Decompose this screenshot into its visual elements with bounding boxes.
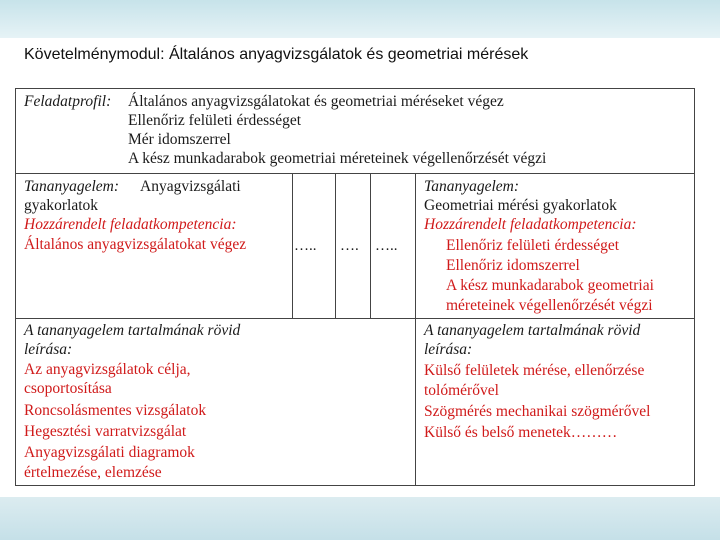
left-element-name-2: gyakorlatok [24, 197, 99, 214]
table-divider-profile [15, 173, 695, 174]
table-divider-col3 [370, 173, 371, 318]
right-competence-2: Ellenőriz idomszerrel [446, 257, 580, 274]
left-desc-label-2: leírása: [24, 341, 73, 358]
left-desc-label-1: A tananyagelem tartalmának rövid [24, 322, 241, 339]
right-element-name: Geometriai mérési gyakorlatok [424, 197, 617, 214]
table-divider-description [15, 318, 695, 319]
left-desc-item-6: értelmezése, elemzése [24, 464, 162, 481]
table-divider-desc [415, 318, 416, 486]
placeholder-dots-3: ….. [375, 238, 398, 254]
left-element-label: Tananyagelem: [24, 178, 119, 195]
right-desc-item-1: Külső felületek mérése, ellenőrzése [424, 362, 645, 379]
right-competence-4: méreteinek végellenőrzését végzi [446, 297, 653, 314]
bottom-band [0, 497, 720, 540]
table-divider-col1 [292, 173, 293, 318]
page-title: Követelménymodul: Általános anyagvizsgálatok és geometriai mérések [24, 46, 529, 63]
left-competence-label: Hozzárendelt feladatkompetencia: [24, 216, 237, 233]
right-desc-item-4: Külső és belső menetek……… [424, 424, 618, 441]
right-element-label: Tananyagelem: [424, 178, 519, 195]
top-band [0, 0, 720, 38]
right-desc-label-2: leírása: [424, 341, 473, 358]
profile-line-3: Mér idomszerrel [128, 131, 231, 148]
left-competence-1: Általános anyagvizsgálatokat végez [24, 236, 247, 253]
left-element-name-1: Anyagvizsgálati [140, 178, 241, 195]
left-desc-item-3: Roncsolásmentes vizsgálatok [24, 402, 207, 419]
left-desc-item-4: Hegesztési varratvizsgálat [24, 423, 187, 440]
placeholder-dots-2: …. [340, 238, 359, 254]
right-desc-item-3: Szögmérés mechanikai szögmérővel [424, 403, 651, 420]
table-divider-col4 [415, 173, 416, 318]
right-desc-item-2: tolómérővel [424, 382, 499, 399]
profile-line-1: Általános anyagvizsgálatokat és geometriai méréseket végez [128, 93, 504, 110]
right-desc-label-1: A tananyagelem tartalmának rövid [424, 322, 641, 339]
profile-line-2: Ellenőriz felületi érdességet [128, 112, 302, 129]
right-competence-1: Ellenőriz felületi érdességet [446, 237, 620, 254]
left-desc-item-1: Az anyagvizsgálatok célja, [24, 361, 191, 378]
right-competence-3: A kész munkadarabok geometriai [446, 277, 654, 294]
table-divider-col2 [335, 173, 336, 318]
left-desc-item-5: Anyagvizsgálati diagramok [24, 444, 195, 461]
profile-label: Feladatprofil: [24, 93, 112, 110]
right-competence-label: Hozzárendelt feladatkompetencia: [424, 216, 637, 233]
profile-line-4: A kész munkadarabok geometriai méreteinek végellenőrzését végzi [128, 150, 547, 167]
placeholder-dots-1: ….. [294, 238, 317, 254]
left-desc-item-2: csoportosítása [24, 380, 112, 397]
